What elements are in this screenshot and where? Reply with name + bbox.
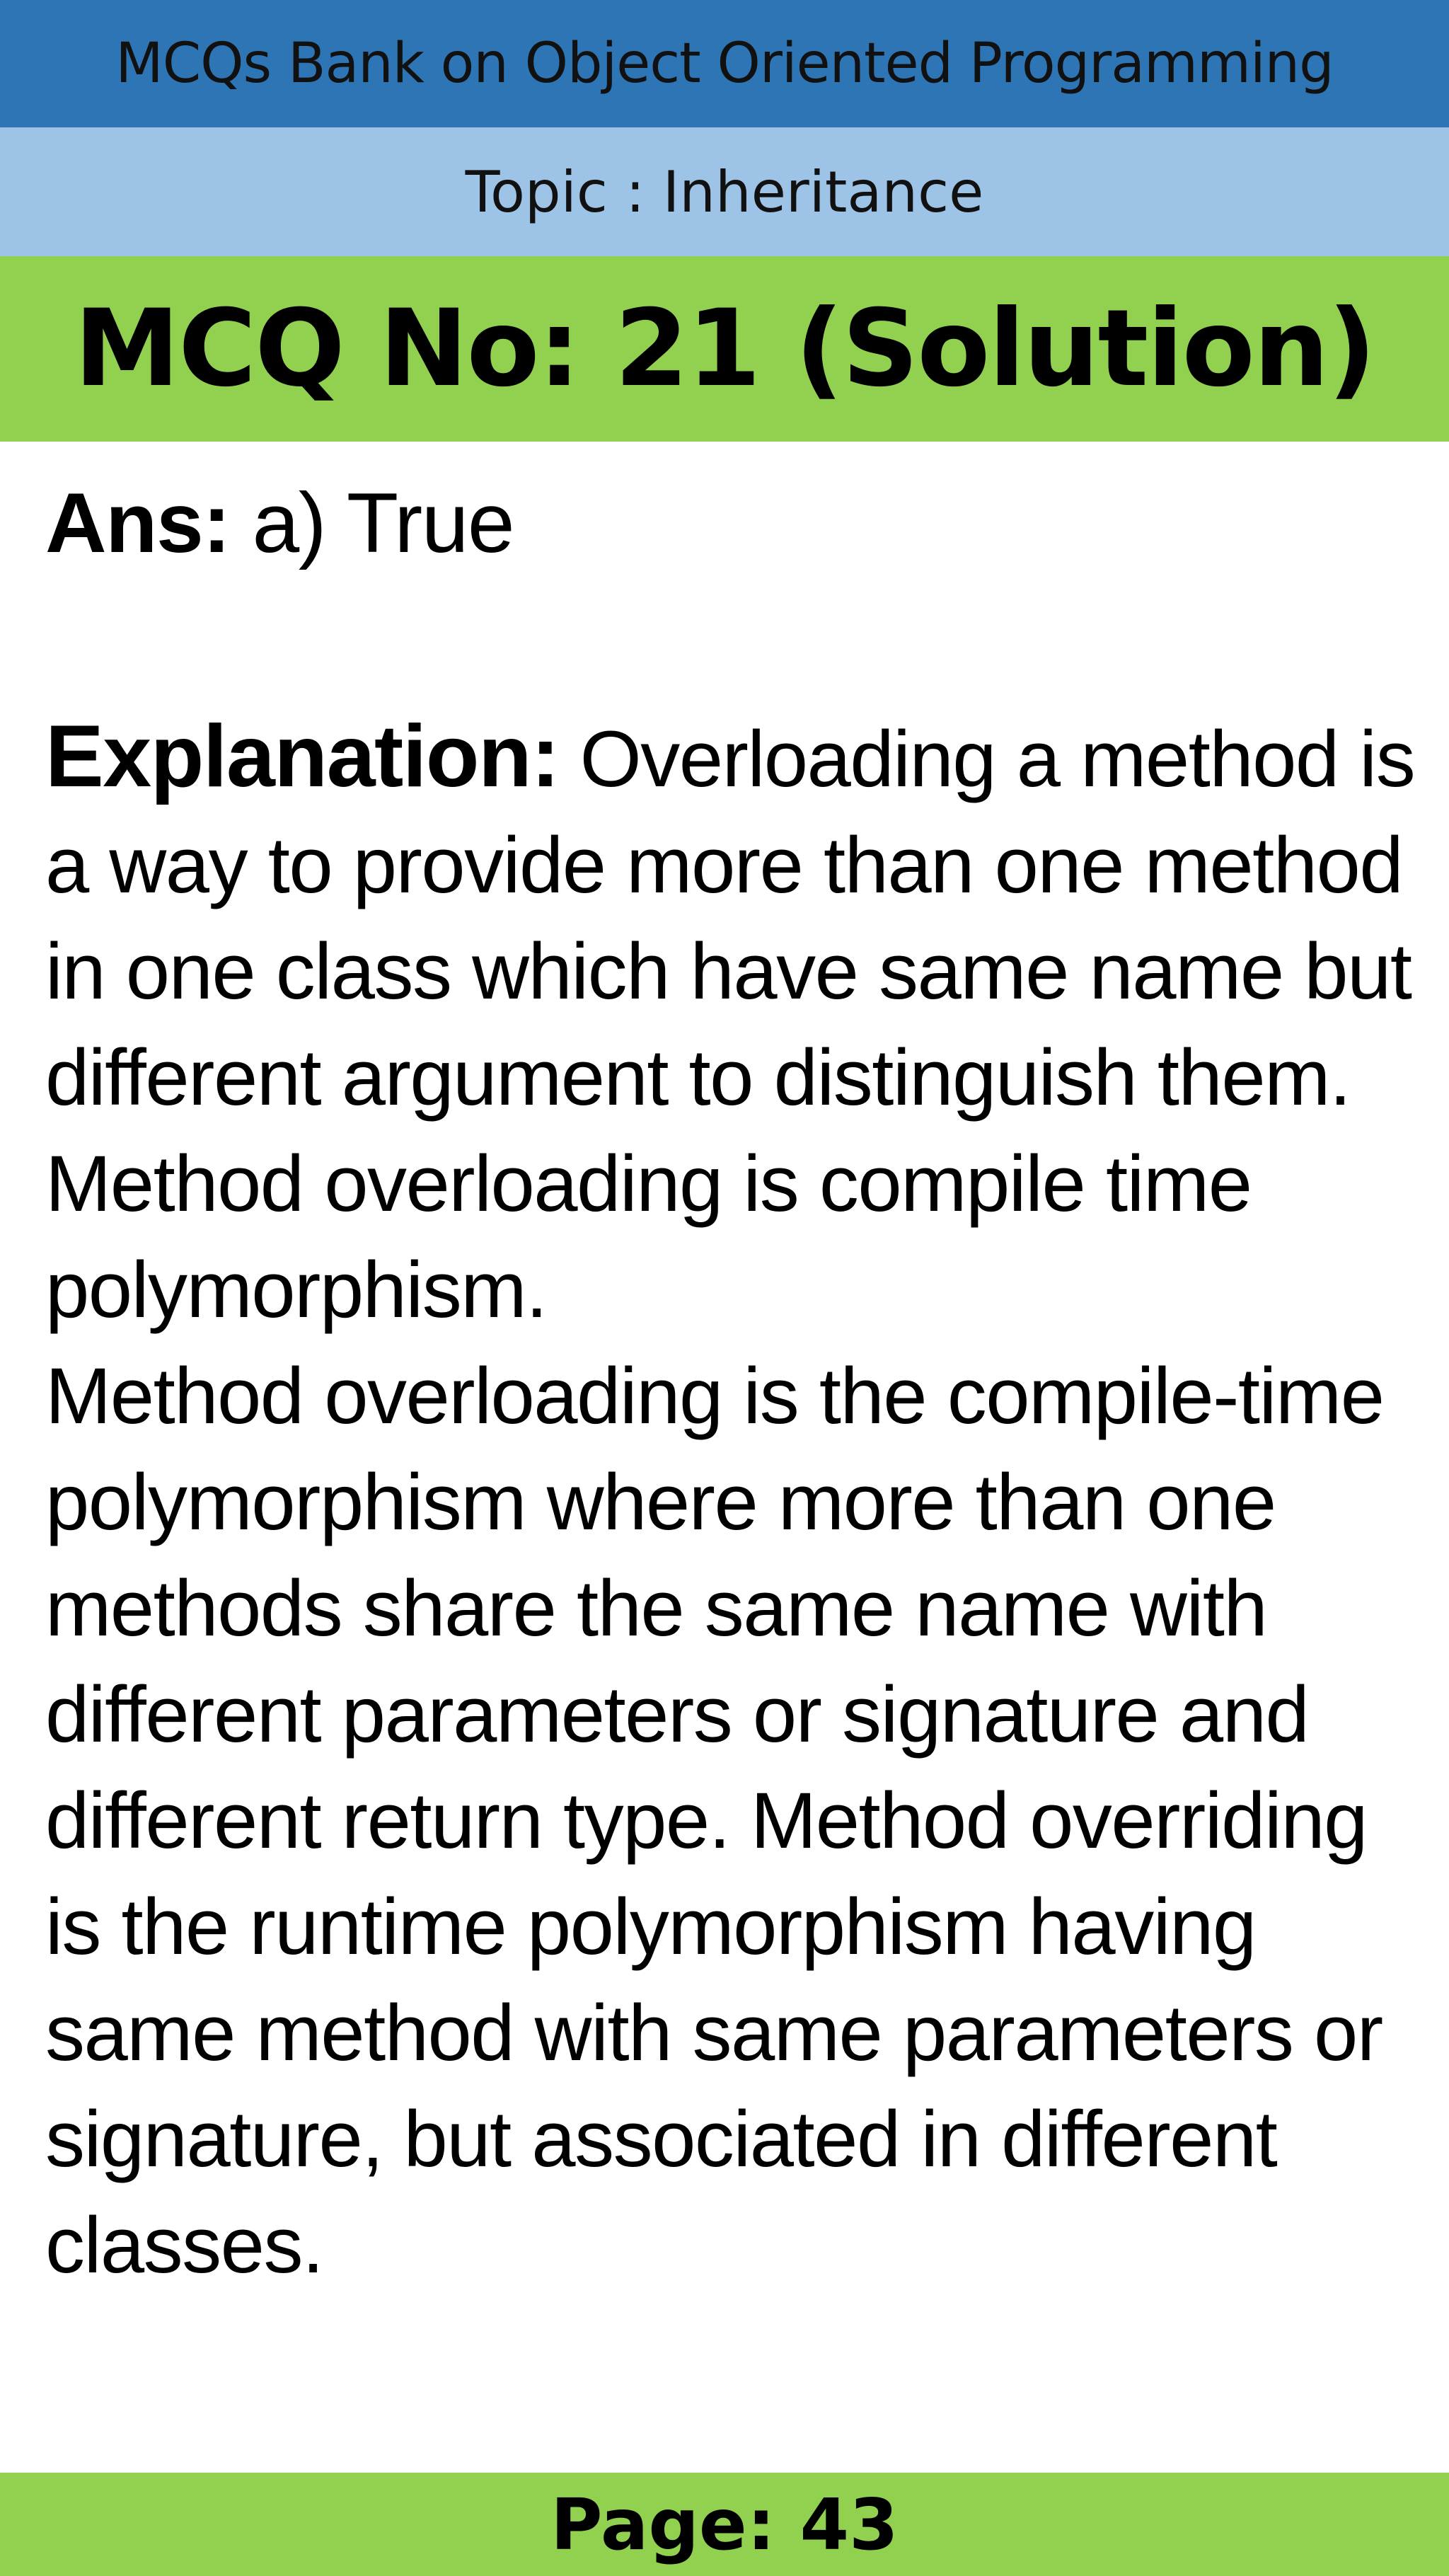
answer-label: Ans:	[45, 476, 230, 570]
answer-line	[45, 470, 1418, 576]
solution-content	[45, 470, 1418, 2299]
explanation-paragraph-1	[45, 703, 1418, 1343]
topic-label: Topic : Inheritance	[465, 159, 984, 225]
explanation-text-2: Method overloading is the compile-time polymorphism where more than one methods share the same name with different parameters or signature and different return type. Method overriding is the runtime polymorphism having same method with same parameters or signature, but associated in different classes.	[45, 1352, 1384, 2289]
spacer	[45, 576, 1418, 703]
document-header	[0, 0, 1449, 127]
document-title: MCQs Bank on Object Oriented Programming	[115, 32, 1334, 96]
page-footer	[0, 2473, 1449, 2576]
mcq-heading-banner	[0, 256, 1449, 442]
explanation-text-1: Overloading a method is a way to provide more than one method in one class which have same name but different argument to distinguish them. Method overloading is compile time polymorphism.	[45, 715, 1415, 1334]
page-number: Page: 43	[550, 2483, 899, 2566]
answer-text: a) True	[229, 476, 514, 570]
mcq-heading: MCQ No: 21 (Solution)	[74, 287, 1375, 410]
topic-banner	[0, 127, 1449, 256]
explanation-label: Explanation:	[45, 708, 560, 805]
explanation-paragraph-2	[45, 1343, 1418, 2299]
